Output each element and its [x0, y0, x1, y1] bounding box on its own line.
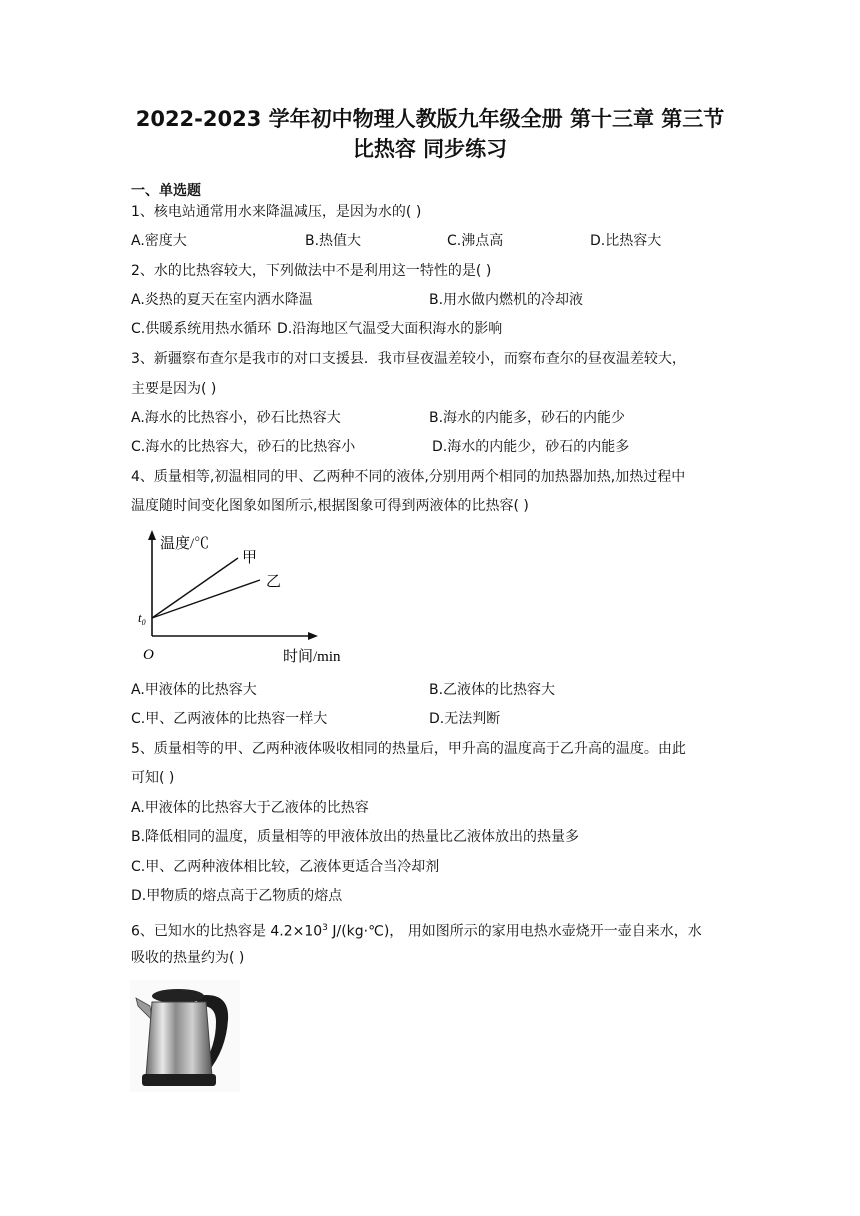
- question-6-stem-post: J/(kg·℃)， 用如图所示的家用电热水壶烧开一壶自来水，水: [327, 923, 702, 940]
- kettle-body: [146, 1002, 212, 1076]
- question-1-option-a: A.密度大: [131, 233, 187, 249]
- line-yi-label: 乙: [266, 574, 282, 590]
- question-1-option-b: B.热值大: [305, 233, 362, 249]
- question-3-option-b: B.海水的内能多，砂石的内能少: [429, 410, 626, 426]
- question-2-option-d: D.沿海地区气温受大面积海水的影响: [277, 321, 503, 337]
- question-3-stem-line1: 3、新疆察布查尔是我市的对口支援县．我市昼夜温差较小，而察布查尔的昼夜温差较大，: [131, 351, 686, 367]
- line-jia: [152, 558, 238, 618]
- question-4-stem-line2: 温度随时间变化图象如图所示,根据图象可得到两液体的比热容( ): [131, 498, 529, 514]
- question-6-stem-exponent: 3: [322, 923, 328, 933]
- kettle-lid: [152, 989, 204, 1003]
- question-2-option-b: B.用水做内燃机的冷却液: [429, 292, 584, 308]
- question-5-stem-line1: 5、质量相等的甲、乙两种液体吸收相同的热量后，甲升高的温度高于乙升高的温度。由此: [131, 741, 686, 757]
- origin-label: O: [143, 647, 154, 663]
- question-5-option-a: A.甲液体的比热容大于乙液体的比热容: [131, 800, 369, 816]
- question-4-option-d: D.无法判断: [429, 711, 501, 727]
- t0-letter: t: [138, 610, 142, 625]
- x-axis-arrow: [308, 632, 318, 640]
- t0-subscript: 0: [141, 618, 146, 627]
- question-3-option-d: D.海水的内能少，砂石的内能多: [432, 439, 630, 455]
- question-1-option-d: D.比热容大: [590, 233, 662, 249]
- x-axis-label: 时间/min: [283, 649, 341, 665]
- question-5-option-c: C.甲、乙两种液体相比较，乙液体更适合当冷却剂: [131, 859, 440, 875]
- question-3-stem-line2: 主要是因为( ): [131, 381, 217, 397]
- question-4-option-a: A.甲液体的比热容大: [131, 682, 257, 698]
- question-6-stem-line1: [131, 918, 702, 942]
- y-axis-arrow: [148, 530, 156, 540]
- document-title-line1: 2022-2023 学年初中物理人教版九年级全册 第十三章 第三节: [135, 107, 725, 131]
- y-axis-label: 温度/℃: [160, 536, 210, 552]
- question-1-option-c: C.沸点高: [447, 233, 504, 249]
- kettle-base: [142, 1074, 216, 1086]
- question-5-stem-line2: 可知( ): [131, 770, 175, 786]
- question-6-stem-line2: 吸收的热量约为( ): [131, 950, 245, 966]
- question-1-stem: 1、核电站通常用水来降温减压，是因为水的( ): [131, 204, 422, 220]
- question-3-option-c: C.海水的比热容大，砂石的比热容小: [131, 439, 356, 455]
- question-4-option-c: C.甲、乙两液体的比热容一样大: [131, 711, 328, 727]
- question-4-option-b: B.乙液体的比热容大: [429, 682, 556, 698]
- question-2-option-a: A.炎热的夏天在室内洒水降温: [131, 292, 313, 308]
- temperature-time-graph: [138, 528, 363, 668]
- question-4-stem-line1: 4、质量相等,初温相同的甲、乙两种不同的液体,分别用两个相同的加热器加热,加热过程中: [131, 469, 686, 485]
- question-5-option-d: D.甲物质的熔点高于乙物质的熔点: [131, 888, 343, 904]
- t0-label: [138, 610, 146, 627]
- question-5-option-b: B.降低相同的温度，质量相等的甲液体放出的热量比乙液体放出的热量多: [131, 829, 580, 845]
- question-6-stem-pre: 6、已知水的比热容是 4.2×10: [131, 923, 323, 940]
- question-2-stem: 2、水的比热容较大，下列做法中不是利用这一特性的是( ): [131, 263, 492, 279]
- electric-kettle-image: [130, 980, 240, 1092]
- question-3-option-a: A.海水的比热容小，砂石比热容大: [131, 410, 341, 426]
- question-2-option-c: C.供暖系统用热水循环: [131, 321, 272, 337]
- document-title-line2: 比热容 同步练习: [352, 137, 508, 161]
- line-yi: [152, 580, 260, 618]
- section-heading: 一、单选题: [131, 183, 201, 199]
- line-jia-label: 甲: [242, 550, 258, 566]
